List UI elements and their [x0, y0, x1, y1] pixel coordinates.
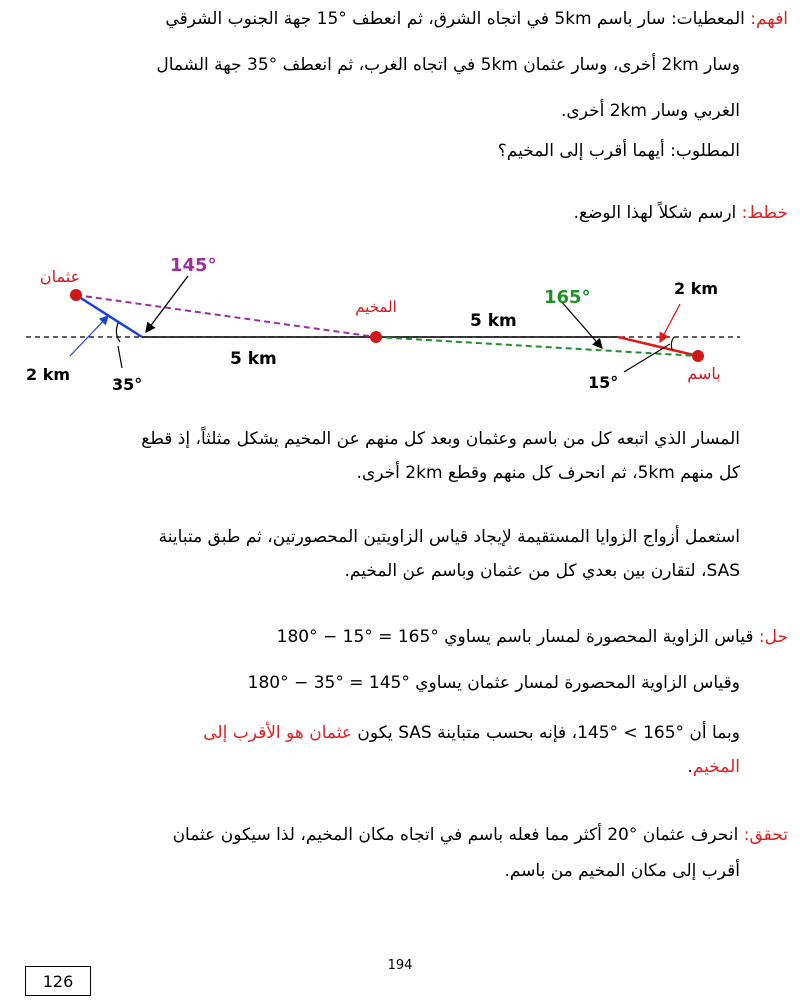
- angle-15-arc: [671, 337, 674, 350]
- page-box-number: 126: [25, 966, 91, 996]
- understand-continuation: [12, 48, 740, 168]
- othman-point: [70, 289, 82, 301]
- given-text-3: الغربي وسار 2km أخرى.: [560, 101, 740, 121]
- given-text-1: المعطيات: سار باسم 5km في اتجاه الشرق، ثم انعطف °15 جهة الجنوب الشرقي: [165, 9, 745, 29]
- solve-line-1: قياس الزاوية المحصورة لمسار باسم يساوي °165 = °15 − °180: [276, 627, 754, 647]
- angle-35-arc: [116, 323, 120, 342]
- distance-2km-right: 2 km: [674, 279, 719, 298]
- angle-15-label: 15°: [588, 373, 619, 392]
- understand-section: [12, 2, 788, 36]
- explanation-1-line-1: المسار الذي اتبعه كل من باسم وعثمان وبعد كل منهم عن المخيم يشكل مثلثاً، إذ قطع: [141, 429, 740, 449]
- check-line-2: أقرب إلى مكان المخيم من باسم.: [504, 861, 740, 881]
- arrow-2km-right: [660, 304, 680, 342]
- explanation-paragraph-2: [12, 520, 740, 588]
- explanation-2-line-2: SAS، لتقارن بين بعدي كل من عثمان وباسم عن المخيم.: [344, 561, 740, 581]
- distance-5km-left: 5 km: [230, 349, 277, 369]
- understand-label: افهم:: [750, 9, 788, 29]
- check-line-1: انحرف عثمان °20 أكثر مما فعله باسم في اتجاه مكان المخيم، لذا سيكون عثمان: [172, 825, 739, 845]
- solve-label: حل:: [758, 627, 788, 647]
- basem-camp-distance: [376, 337, 698, 356]
- camp-label: المخيم: [355, 298, 397, 316]
- othman-2km-segment: [76, 295, 142, 337]
- solve-line-2: وقياس الزاوية المحصورة لمسار عثمان يساوي °145 = °35 − °180: [247, 673, 740, 693]
- check-continuation: [12, 854, 740, 888]
- arrow-2km-left: [70, 316, 108, 356]
- check-label: تحقق:: [743, 825, 788, 845]
- camp-point: [370, 331, 382, 343]
- required-text: المطلوب: أيهما أقرب إلى المخيم؟: [497, 141, 740, 161]
- distance-5km-right: 5 km: [470, 311, 517, 331]
- given-text-2: وسار 2km أخرى، وسار عثمان 5km في اتجاه الغرب، ثم انعطف °35 جهة الشمال: [156, 55, 740, 75]
- solve-section: [12, 620, 788, 654]
- angle-165-label: 165°: [544, 287, 591, 308]
- understand-line-1: [12, 2, 788, 36]
- leader-15: [624, 344, 670, 372]
- angle-145-label: 145°: [170, 255, 217, 276]
- basem-point: [692, 350, 704, 362]
- othman-label: عثمان: [39, 267, 81, 286]
- conclusion-text: وبما أن °165 > °145، فإنه بحسب متباينة SAS يكون: [351, 723, 740, 743]
- basem-label: باسم: [687, 364, 721, 383]
- explanation-1-line-2: كل منهم 5km، ثم انحرف كل منهم وقطع 2km أخرى.: [356, 463, 740, 483]
- plan-label: خطط:: [741, 203, 788, 223]
- conclusion-end: .: [687, 757, 693, 777]
- explanation-paragraph-1: [12, 422, 740, 490]
- page-number: 194: [387, 958, 413, 973]
- conclusion-highlight-2: المخيم: [692, 757, 740, 777]
- distance-2km-left: 2 km: [26, 365, 71, 384]
- conclusion-paragraph: [12, 716, 740, 784]
- arrow-145: [146, 276, 188, 332]
- conclusion-highlight-1: عثمان هو الأقرب إلى: [203, 723, 352, 743]
- route-diagram: [20, 238, 760, 408]
- leader-35: [118, 346, 122, 368]
- othman-camp-distance: [76, 295, 376, 337]
- check-section: [12, 818, 788, 852]
- explanation-2-line-1: استعمل أزواج الزوايا المستقيمة لإيجاد قياس الزاويتين المحصورتين، ثم طبق متباينة: [158, 527, 740, 547]
- plan-text: ارسم شكلاً لهذا الوضع.: [573, 203, 737, 223]
- angle-35-label: 35°: [112, 375, 143, 394]
- plan-section: [12, 196, 788, 230]
- solve-continuation: [12, 666, 740, 700]
